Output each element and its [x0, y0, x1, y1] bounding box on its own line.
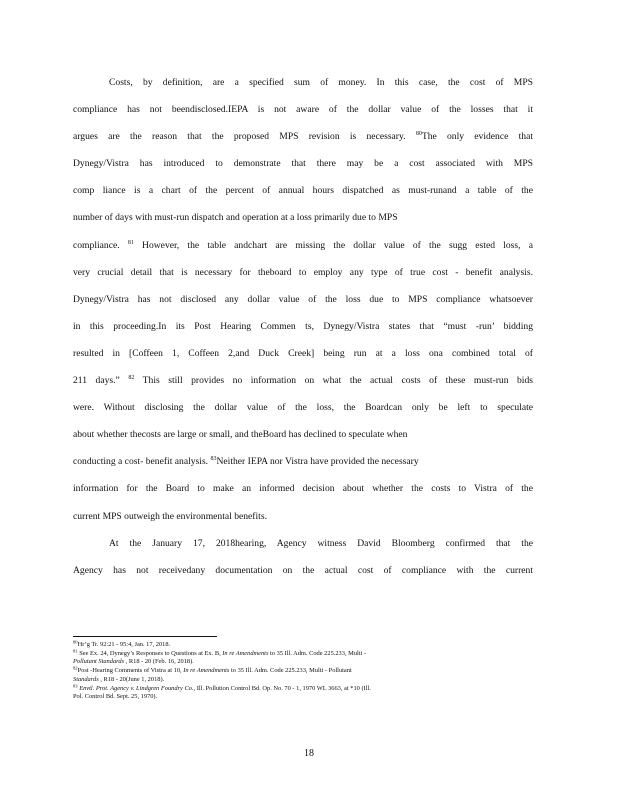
- footnote-text: , R18 - 20 (Feb. 16, 2018).: [124, 658, 194, 666]
- footnote-text: to 35 Ill. Adm. Code 225.233, Multi - Pollutant: [229, 667, 352, 675]
- body-text: [73, 69, 533, 584]
- footnote-80: [73, 641, 533, 650]
- case-name: In re Amendments: [222, 649, 269, 657]
- text-line: [73, 448, 533, 475]
- paragraph-2: [73, 530, 533, 584]
- text-span: compliance.: [73, 239, 120, 251]
- text-line: number of days with must-run dispatch and operation at a loss primarily due to MPS: [73, 212, 398, 224]
- text-span: The only evidence that: [421, 131, 533, 143]
- text-line: Dynegy/Vistra has not disclosed any dollar value of the loss due to MPS compliance whatsoever: [73, 293, 533, 305]
- text-line: information for the Board to make an informed decision about whether the costs to Vistra of the: [73, 483, 533, 495]
- footnote-82: [73, 667, 533, 684]
- footnote-text: See Ex. 24, Dynegy’s Responses to Questions at Ex. B,: [79, 649, 223, 657]
- footnote-text: Post -Hearing Comments of Vistra at 10,: [77, 667, 184, 675]
- footnote-ref-83[interactable]: 83: [210, 456, 217, 463]
- text-line: comp liance is a chart of the percent of annual hours dispatched as must-runand a table of the: [73, 185, 533, 197]
- text-line: Costs, by definition, are a specified sum of money. In this case, the cost of MPS: [109, 77, 533, 88]
- text-span: However, the table andchart are missing the dollar value of the sugg ested loss, a: [142, 239, 533, 251]
- footnote-text: to 35 Ill. Adm. Code 225.233, Multi -: [268, 649, 367, 657]
- footnote-separator: [73, 636, 217, 637]
- text-line: Dynegy/Vistra has introduced to demonstrate that there may be a cost associated with MPS: [73, 158, 533, 170]
- text-line: current MPS outweigh the environmental benefits.: [73, 510, 267, 522]
- text-line: about whether thecosts are large or small, and theBoard has declined to speculate when: [73, 429, 408, 441]
- footnote-number: 83: [73, 682, 78, 688]
- text-span: This still provides no information on what the actual costs of these must-run bids: [142, 375, 534, 387]
- paragraph-1: [73, 69, 533, 530]
- text-line: resulted in [Coffeen 1, Coffeen 2,and Duck Creek] being run at a loss ona combined total of: [73, 347, 533, 359]
- footnote-number: 81: [73, 648, 78, 654]
- text-line: [73, 367, 533, 394]
- footnote-number: 82: [73, 665, 78, 671]
- text-span: Neither IEPA nor Vistra have provided the necessary: [216, 456, 419, 468]
- page-number: 18: [304, 748, 314, 759]
- text-span: argues are the reason that the proposed MPS revision is necessary.: [73, 131, 406, 143]
- footnote-ref-80[interactable]: 80: [415, 131, 422, 138]
- footnote-83: [73, 682, 533, 702]
- text-line: were. Without disclosing the dollar value of the loss, the Boardcan only be left to speculate: [73, 402, 533, 414]
- text-line: compliance has not beendisclosed.IEPA is not aware of the dollar value of the losses that it: [73, 104, 533, 116]
- footnote-text: Hr’g Tr. 92:21 - 95:4, Jan. 17, 2018.: [77, 641, 171, 648]
- footnote-text: Pol. Control Bd. Sept. 25, 1970).: [73, 693, 158, 701]
- footnote-text: , R18 - 20(June 1, 2018).: [98, 675, 165, 683]
- footnote-ref-82[interactable]: 82: [128, 375, 135, 382]
- text-line: [73, 232, 533, 259]
- footnotes: [73, 641, 533, 702]
- case-name: Envtl. Prot. Agency v. Lindgren Foundry Co.,: [79, 684, 196, 692]
- text-line: At the January 17, 2018hearing, Agency witness David Bloomberg confirmed that the: [109, 537, 533, 549]
- text-line: in this proceeding.In its Post Hearing Commen ts, Dynegy/Vistra states that “must -run’ bidding: [73, 320, 533, 332]
- text-span: conducting a cost- benefit analysis.: [73, 456, 209, 468]
- text-line: very crucial detail that is necessary for theboard to employ any type of true cost - benefit analysis.: [73, 266, 533, 278]
- footnote-number: 80: [73, 639, 78, 645]
- case-name: Standards: [73, 675, 99, 683]
- footnote-ref-81[interactable]: 81: [127, 239, 134, 246]
- footnote-81: [73, 650, 533, 667]
- text-span: 211 days.”: [73, 375, 120, 387]
- case-name: In re Amendments: [183, 667, 230, 675]
- case-name: Pollutant Standards: [73, 658, 125, 666]
- footnote-text: Ill. Pollution Control Bd. Op. No. 70 - 1, 1970 WL 3663, at *10 (Ill.: [195, 684, 371, 692]
- text-line: [73, 123, 533, 150]
- text-line: Agency has not receivedany documentation on the actual cost of compliance with the current: [73, 564, 533, 576]
